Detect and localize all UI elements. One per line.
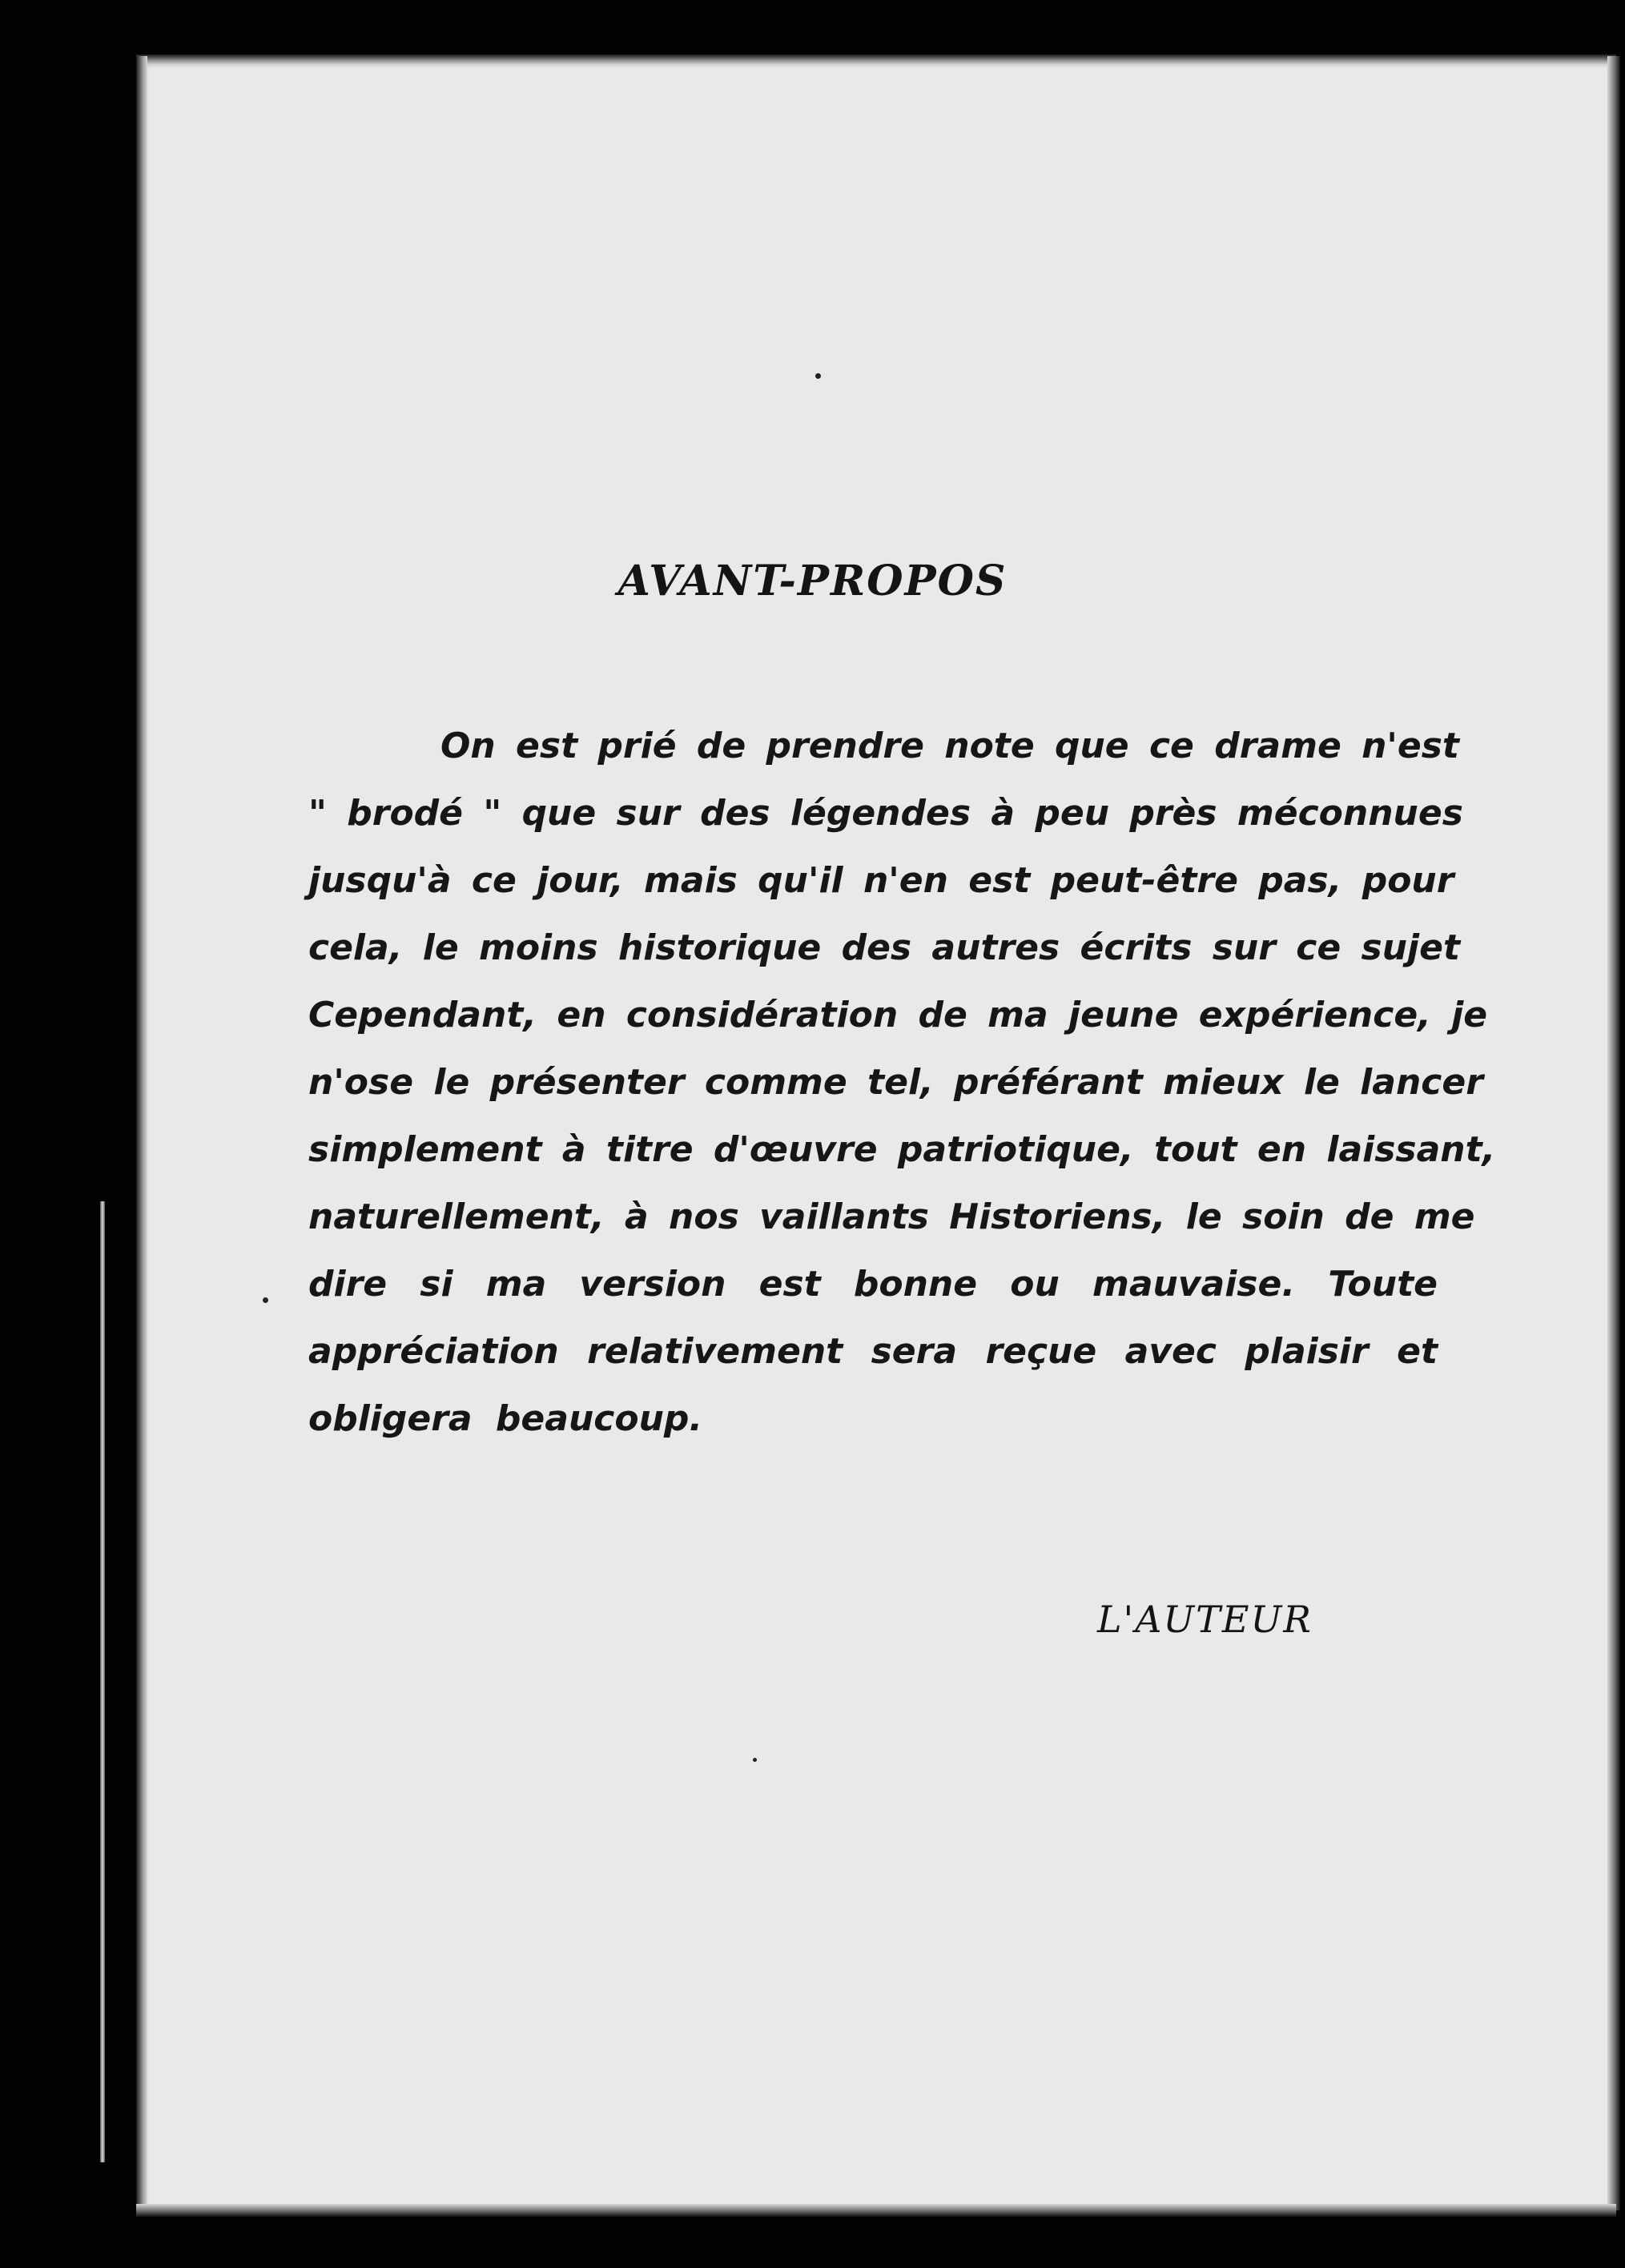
page-left-edge bbox=[136, 56, 147, 2210]
author-signature: L'AUTEUR bbox=[1097, 1598, 1313, 1641]
text-line: dire si ma version est bonne ou mauvaise. Toute bbox=[308, 1264, 1438, 1305]
text-line: n'ose le présenter comme tel, préférant mieux le lancer bbox=[308, 1062, 1483, 1103]
page-right-edge bbox=[1607, 56, 1620, 2210]
text-line: obligera beaucoup. bbox=[308, 1398, 703, 1439]
page-title: AVANT-PROPOS bbox=[617, 556, 1008, 605]
text-line: jusqu'à ce jour, mais qu'il n'en est peut-être pas, pour bbox=[308, 860, 1454, 901]
text-line: Cependant, en considération de ma jeune expérience, je bbox=[308, 995, 1488, 1035]
dust-speck bbox=[815, 373, 821, 379]
page-bottom-edge bbox=[136, 2204, 1616, 2217]
text-line: naturellement, à nos vaillants Historiens, le soin de me bbox=[308, 1196, 1475, 1237]
text-line: On est prié de prendre note que ce drame n'est bbox=[440, 726, 1459, 766]
text-line: simplement à titre d'œuvre patriotique, tout en laissant, bbox=[308, 1129, 1496, 1170]
dust-speck bbox=[263, 1297, 268, 1303]
foreword-paragraph bbox=[308, 713, 1496, 1453]
dust-speck bbox=[753, 1758, 757, 1762]
text-line: cela, le moins historique des autres écrits sur ce sujet bbox=[308, 927, 1461, 968]
binding-edge bbox=[100, 1201, 105, 2162]
page-top-edge bbox=[136, 54, 1616, 66]
text-line: " brodé " que sur des légendes à peu près méconnues bbox=[308, 793, 1463, 834]
text-line: appréciation relativement sera reçue avec plaisir et bbox=[308, 1331, 1438, 1372]
